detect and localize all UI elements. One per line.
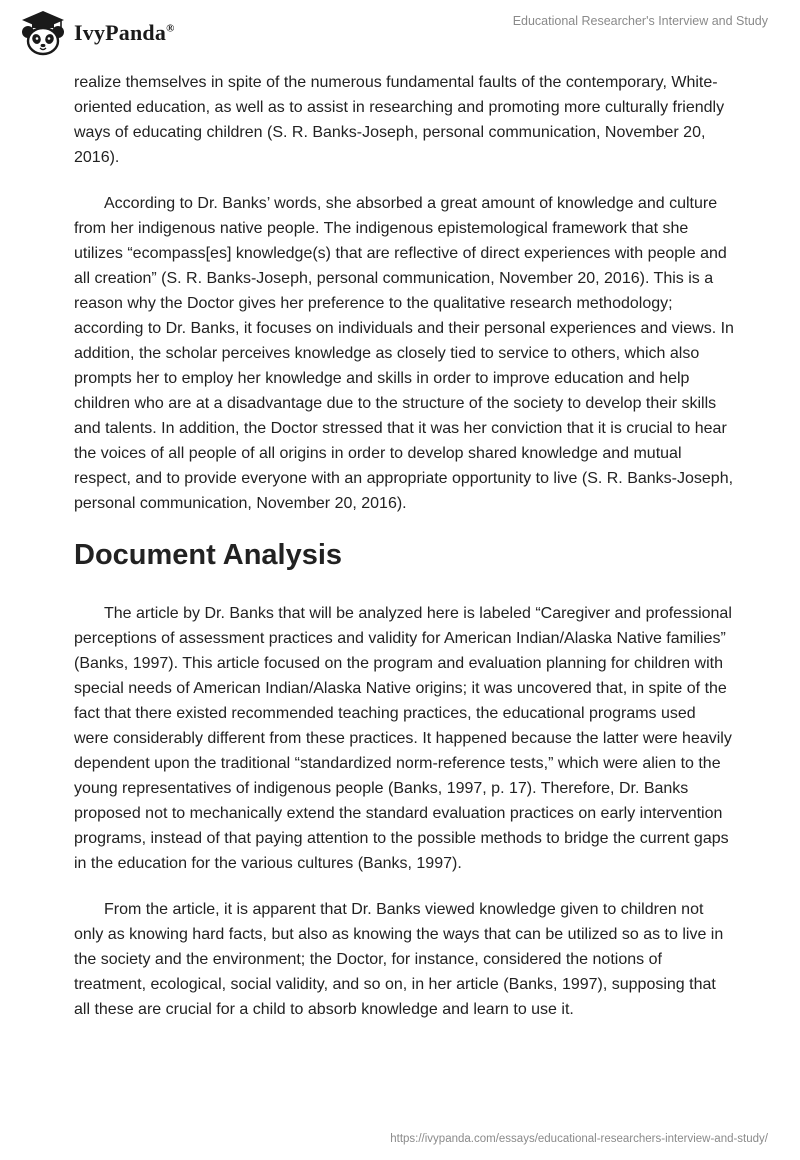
brand-name: IvyPanda® <box>74 20 175 45</box>
page-header <box>0 0 800 70</box>
essay-content <box>74 70 734 1043</box>
footer-url[interactable]: https://ivypanda.com/essays/educational-researchers-interview-and-study/ <box>390 1133 768 1145</box>
panda-graduation-cap-icon <box>14 8 72 58</box>
section-heading: Document Analysis <box>74 539 343 571</box>
paragraph: realize themselves in spite of the numerous fundamental faults of the contemporary, White-oriented education, as well as to assist in researching and promoting more culturally friendly ways of educating children (S. R. Banks-Joseph, personal communication, November 20, 2016). <box>74 74 725 166</box>
paragraph: From the article, it is apparent that Dr. Banks viewed knowledge given to children not only as knowing hard facts, but also as knowing the ways that can be utilized so as to live in the society and the environment; the Doctor, for instance, considered the notions of treatment, ecological, social validity, and so on, in her article (Banks, 1997), supposing that all these are crucial for a child to absorb knowledge and learn to use it. <box>74 901 724 1018</box>
brand-logo[interactable] <box>14 8 175 58</box>
paragraph: According to Dr. Banks’ words, she absorbed a great amount of knowledge and culture from her indigenous native people. The indigenous epistemological framework that she utilizes “ecompass[es] knowledge(s) that are reflective of direct experiences with people and all creation” (S. R. Banks-Joseph, personal communication, November 20, 2016). This is a reason why the Doctor gives her preference to the qualitative research methodology; according to Dr. Banks, it focuses on individuals and their personal experiences and views. In addition, the scholar perceives knowledge as closely tied to service to others, which also prompts her to employ her knowledge and skills in order to improve education and help children who are at a disadvantage due to the structure of the society to develop their skills and talents. In addition, the Doctor stressed that it was her conviction that it is crucial to hear the voices of all people of all origins in order to develop shared knowledge and mutual respect, and to provide everyone with an appropriate opportunity to live (S. R. Banks-Joseph, personal communication, November 20, 2016). <box>74 195 734 512</box>
document-title: Educational Researcher's Interview and Study <box>512 14 768 28</box>
paragraph: The article by Dr. Banks that will be analyzed here is labeled “Caregiver and professional perceptions of assessment practices and validity for American Indian/Alaska Native families” (Banks, 1997). This article focused on the program and evaluation planning for children with special needs of American Indian/Alaska Native origins; it was uncovered that, in spite of the fact that there existed recommended teaching practices, the educational programs used were considerably different from these practices. It happened because the latter were heavily dependent upon the traditional “standardized norm-reference tests,” which were alien to the young representatives of indigenous people (Banks, 1997, p. 17). Therefore, Dr. Banks proposed not to mechanically extend the standard evaluation practices on early intervention programs, instead of that paying attention to the possible methods to bridge the current gaps in the education for the various cultures (Banks, 1997). <box>74 605 732 872</box>
